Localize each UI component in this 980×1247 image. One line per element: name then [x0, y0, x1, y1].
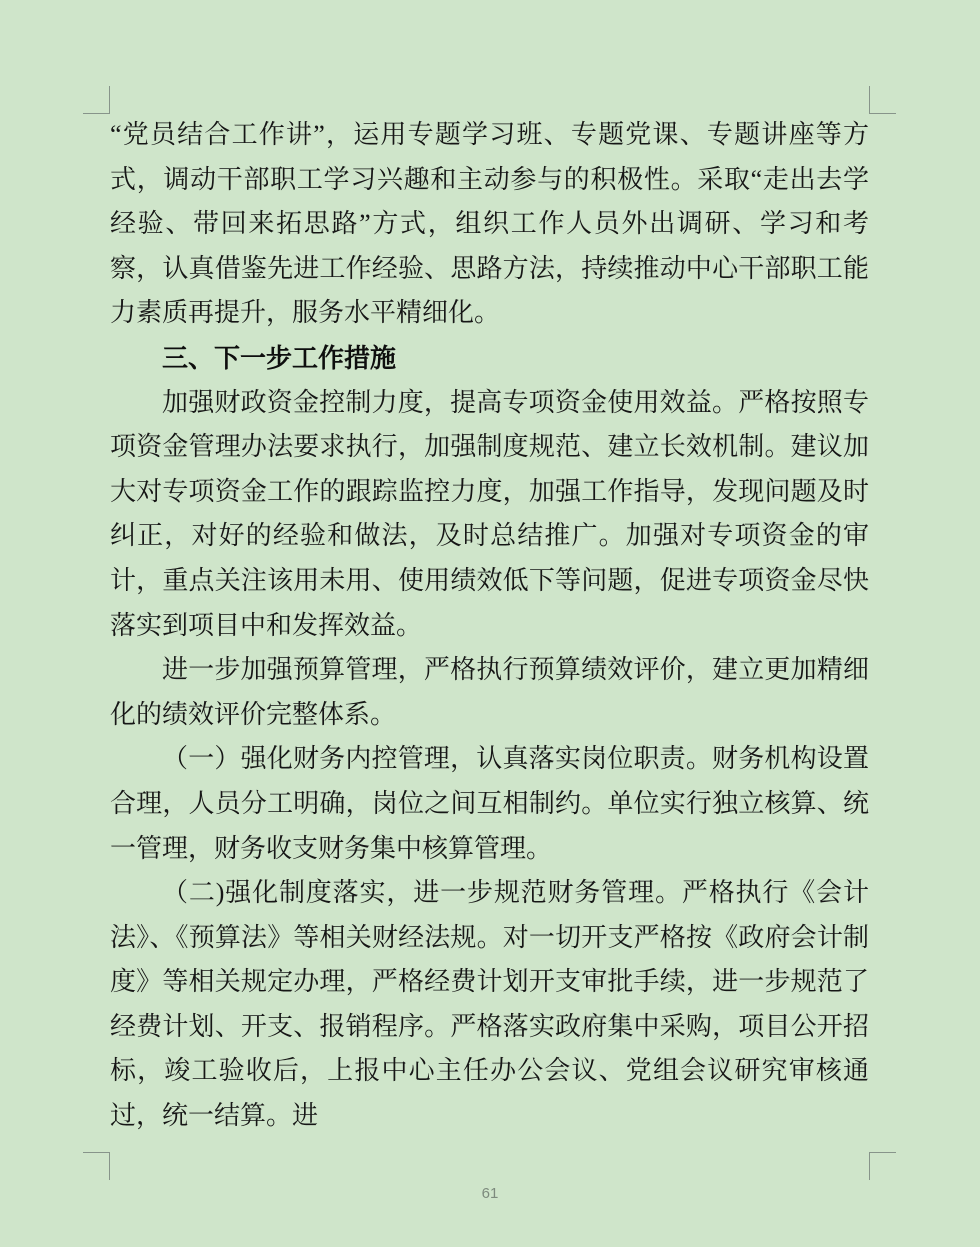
crop-mark-bottom-left	[83, 1152, 110, 1180]
crop-mark-top-right	[869, 86, 896, 114]
paragraph-continuation: “党员结合工作讲”，运用专题学习班、专题党课、专题讲座等方式，调动干部职工学习兴趣和主动参与的积极性。采取“走出去学经验、带回来拓思路”方式，组织工作人员外出调研、学习和考察，认真借鉴先进工作经验、思路方法，持续推动中心干部职工能力素质再提升，服务水平精细化。	[110, 120, 869, 328]
document-body	[110, 113, 869, 1139]
crop-mark-top-left	[83, 86, 110, 114]
page-number: 61	[481, 1185, 499, 1202]
paragraph-item-2: （二)强化制度落实，进一步规范财务管理。严格执行《会计法》、《预算法》等相关财经法规。对一切开支严格按《政府会计制度》等相关规定办理，严格经费计划开支审批手续，进一步规范了经费计划、开支、报销程序。严格落实政府集中采购，项目公开招标，竣工验收后，上报中心主任办公会议、党组会议研究审核通过，统一结算。进	[110, 878, 869, 1131]
paragraph-item-1: （一）强化财务内控管理，认真落实岗位职责。财务机构设置合理，人员分工明确，岗位之间互相制约。单位实行独立核算、统一管理，财务收支财务集中核算管理。	[110, 744, 869, 863]
section-heading: 三、下一步工作措施	[162, 342, 397, 373]
crop-mark-bottom-right	[869, 1152, 896, 1180]
paragraph-budget-management: 进一步加强预算管理，严格执行预算绩效评价，建立更加精细化的绩效评价完整体系。	[110, 655, 869, 729]
paragraph-funding-control: 加强财政资金控制力度，提高专项资金使用效益。严格按照专项资金管理办法要求执行，加强制度规范、建立长效机制。建议加大对专项资金工作的跟踪监控力度，加强工作指导，发现问题及时纠正，对好的经验和做法，及时总结推广。加强对专项资金的审计，重点关注该用未用、使用绩效低下等问题，促进专项资金尽快落实到项目中和发挥效益。	[110, 387, 869, 640]
